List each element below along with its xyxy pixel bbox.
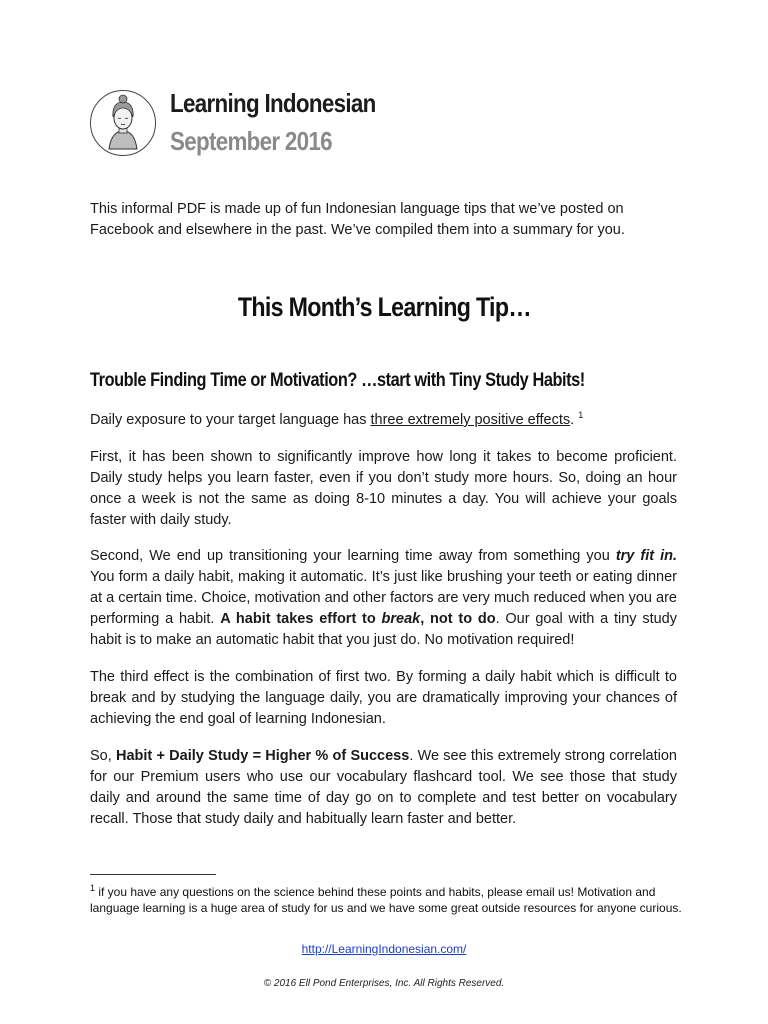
paragraph-3-text-b: You form a daily habit, making it automatic. It’s just like brushing your teeth or eating dinner at a certain time. Choice, motivation and other factors are very much reduced when you are performing a habit. bbox=[90, 569, 677, 627]
document-header bbox=[90, 88, 690, 164]
paragraph-4: The third effect is the combination of first two. By forming a daily habit which is difficult to break and by studying the language daily, you are dramatically improving your chances of achieving the end goal of learning Indonesian. bbox=[90, 669, 677, 727]
habit-statement bbox=[220, 611, 495, 627]
intro-paragraph: This informal PDF is made up of fun Indonesian language tips that we’ve posted on Facebook and elsewhere in the past. We’ve compiled them into a summary for you. bbox=[90, 201, 625, 238]
success-formula: Habit + Daily Study = Higher % of Success bbox=[116, 748, 410, 764]
habit-statement-a: A habit takes effort to bbox=[220, 611, 382, 627]
paragraph-2: First, it has been shown to significantly improve how long it takes to become proficient. Daily study helps you learn faster, even if you don’t study more hours. So, doing an hour once a week is not the same as doing 8-10 minutes a day. You will achieve your goals faster with daily study. bbox=[90, 449, 677, 528]
publication-title: Learning Indonesian bbox=[170, 88, 376, 118]
website-link[interactable]: http://LearningIndonesian.com/ bbox=[301, 942, 467, 956]
paragraph-3-text-a: Second, We end up transitioning your learning time away from something you bbox=[90, 548, 616, 564]
copyright-notice: © 2016 Ell Pond Enterprises, Inc. All Rights Reserved. bbox=[263, 978, 505, 989]
habit-statement-b: , not to do bbox=[420, 611, 496, 627]
paragraph-1-text: Daily exposure to your target language has bbox=[90, 412, 371, 428]
positive-effects-text: three extremely positive effects bbox=[370, 412, 571, 428]
paragraph-5 bbox=[90, 746, 677, 830]
paragraph-5-text-a: So, bbox=[90, 748, 116, 764]
month-heading bbox=[0, 292, 768, 323]
footnote-reference: 1 bbox=[578, 410, 584, 421]
paragraph-3-emphasis: try fit in. bbox=[615, 548, 677, 564]
paragraph-5-text-b: . We see this extremely strong correlation for our Premium users who use our vocabulary flashcard tool. We see those that study daily and around the same time of day go on to complete and test better on vocabulary recall. Those that study daily and habitually learn faster and better. bbox=[90, 748, 677, 827]
paragraph-1 bbox=[90, 410, 677, 431]
woman-portrait-icon bbox=[90, 90, 156, 156]
paragraph-3-text-c: . Our goal with a tiny study habit is to make an automatic habit that you just do. No motivation required! bbox=[90, 611, 677, 648]
habit-statement-emphasis: break bbox=[381, 611, 421, 627]
month-heading-text: This Month’s Learning Tip… bbox=[237, 292, 531, 322]
paragraph-1-end: . bbox=[570, 412, 579, 428]
publication-date: September 2016 bbox=[170, 126, 332, 156]
footnote-divider bbox=[90, 874, 216, 875]
footnote-marker: 1 bbox=[90, 883, 96, 893]
footnote-text: if you have any questions on the science behind these points and habits, please email us! Motivation and language learning is a huge area of study for us and we have some great outside resources for anyone curious. bbox=[90, 885, 682, 915]
paragraph-3 bbox=[90, 546, 677, 651]
footnote bbox=[90, 884, 690, 916]
section-title: Trouble Finding Time or Motivation? …start with Tiny Study Habits! bbox=[90, 370, 585, 391]
